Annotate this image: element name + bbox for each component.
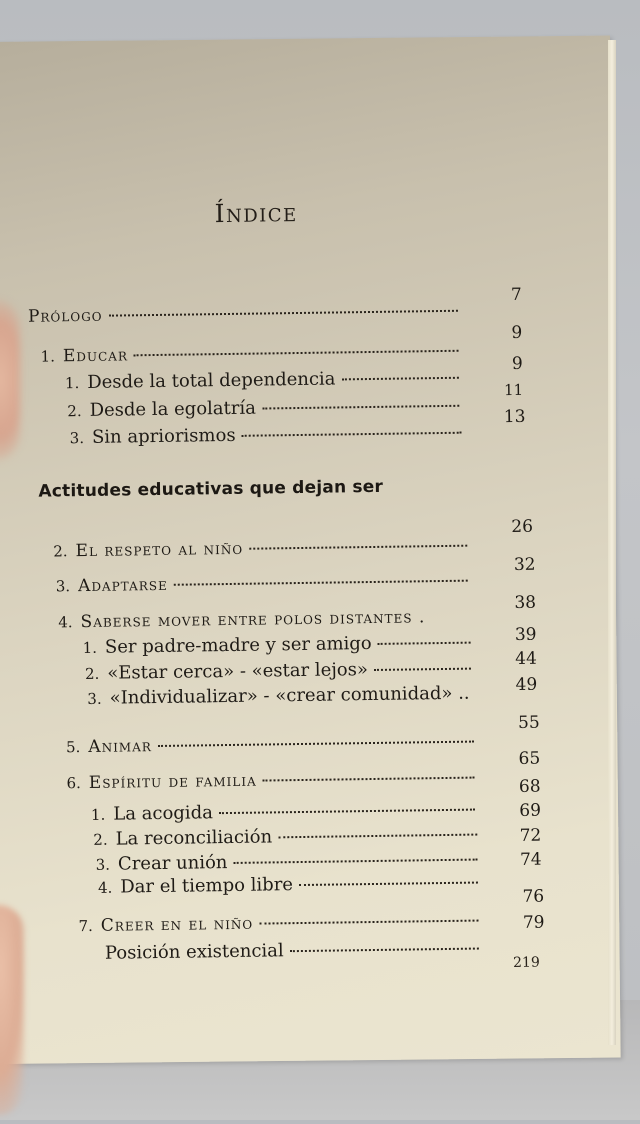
entry-number: 3.	[87, 689, 102, 708]
entry-label: «Estar cerca» - «estar lejos»	[107, 659, 369, 684]
dot-leader	[249, 545, 467, 550]
entry-page: 74	[519, 849, 542, 870]
dot-leader	[158, 741, 474, 747]
dot-leader	[219, 809, 475, 815]
entry-page: 79	[522, 912, 545, 933]
entry-page: 9	[511, 353, 523, 375]
toc-entry	[87, 683, 479, 709]
toc-entry-prologo	[28, 301, 464, 327]
entry-page: 55	[517, 712, 540, 733]
entry-number: 1.	[40, 347, 56, 366]
toc-entry	[82, 632, 476, 658]
dot-leader	[174, 580, 468, 586]
dot-leader	[242, 432, 462, 437]
dot-leader	[378, 642, 471, 645]
dot-leader	[299, 882, 478, 886]
toc-entry-adaptarse	[56, 571, 474, 597]
entry-page: 7	[510, 284, 522, 306]
entry-page: 13	[503, 406, 526, 428]
toc-entry	[93, 823, 483, 849]
entry-page: 38	[514, 592, 537, 614]
entry-page: 68	[518, 776, 541, 797]
entry-number: 3.	[95, 855, 111, 874]
entry-label: Ser padre-madre y ser amigo	[104, 633, 372, 658]
entry-page: 49	[515, 674, 538, 695]
entry-page: 9	[511, 322, 523, 344]
dot-leader	[263, 777, 475, 782]
dot-leader	[259, 920, 478, 925]
entry-number: 3.	[69, 429, 85, 448]
entry-label: Desde la egolatría	[89, 397, 257, 421]
entry-label: La acogida	[113, 802, 214, 825]
entry-page: 26	[511, 516, 534, 538]
entry-label: El respeto al niño	[75, 538, 244, 562]
entry-number: 6.	[66, 774, 81, 793]
entry-page: 76	[522, 886, 545, 907]
toc-entry	[105, 937, 485, 963]
toc-entry	[70, 422, 468, 449]
entry-label: Desde la total dependencia	[87, 368, 336, 393]
toc-entry	[85, 658, 477, 684]
entry-number: 1.	[90, 805, 106, 824]
entry-page: 11	[503, 380, 524, 400]
entry-label: Prólogo	[27, 305, 103, 327]
toc-entry-saberse	[58, 607, 478, 633]
toc-entry-animar	[66, 732, 480, 758]
toc-entry-educar	[40, 341, 464, 367]
entry-page: 65	[518, 748, 541, 769]
entry-label: Saberse mover entre polos distantes .	[80, 607, 426, 633]
entry-number: 4.	[58, 613, 73, 632]
entry-label: Animar	[88, 736, 152, 757]
dot-leader	[290, 948, 479, 953]
toc-entry	[96, 848, 484, 874]
entry-number: 2.	[84, 664, 100, 684]
dot-leader	[374, 668, 471, 671]
entry-number: 2.	[67, 402, 82, 421]
entry-label: «Individualizar» - «crear comunidad» ..	[109, 682, 470, 709]
entry-label: Espíritu de familia	[88, 770, 257, 793]
entry-page: 32	[513, 554, 536, 576]
entry-number: 7.	[78, 916, 93, 936]
entry-page: 44	[515, 648, 537, 670]
entry-number: 1.	[64, 374, 80, 393]
page-number: 219	[512, 954, 540, 972]
toc-entry	[65, 367, 465, 394]
entry-number: 2.	[53, 542, 68, 561]
dot-leader	[134, 350, 459, 357]
entry-number: 5.	[65, 738, 81, 757]
toc-entry	[98, 871, 484, 897]
entry-number: 4.	[97, 878, 113, 897]
entry-label: Dar el tiempo libre	[120, 874, 294, 898]
toc-entry-creer	[78, 910, 484, 936]
entry-label: Posición existencial	[104, 940, 284, 964]
entry-label: Creer en el niño	[100, 913, 254, 936]
page-title: Índice	[214, 197, 298, 229]
entry-page: 69	[519, 800, 542, 821]
toc-entry	[91, 798, 481, 824]
dot-leader	[278, 834, 477, 839]
entry-page: 39	[514, 624, 537, 646]
entry-label: Adaptarse	[77, 574, 168, 597]
entry-number: 3.	[55, 577, 71, 596]
entry-label: Educar	[62, 345, 129, 367]
toc-entry-respeto	[53, 536, 473, 562]
toc-entry	[67, 395, 465, 422]
entry-label: La reconciliación	[115, 826, 273, 850]
dot-leader	[262, 405, 459, 410]
toc-entry-espiritu	[66, 767, 480, 793]
dot-leader	[341, 377, 458, 381]
dot-leader	[233, 859, 477, 864]
dot-leader	[109, 310, 458, 317]
entry-number: 2.	[93, 830, 108, 849]
entry-label: Sin apriorismos	[91, 424, 236, 448]
section-heading: Actitudes educativas que dejan ser	[38, 476, 384, 502]
entry-number: 1.	[82, 638, 98, 658]
entry-label: Crear unión	[117, 852, 228, 875]
entry-page: 72	[519, 825, 542, 846]
